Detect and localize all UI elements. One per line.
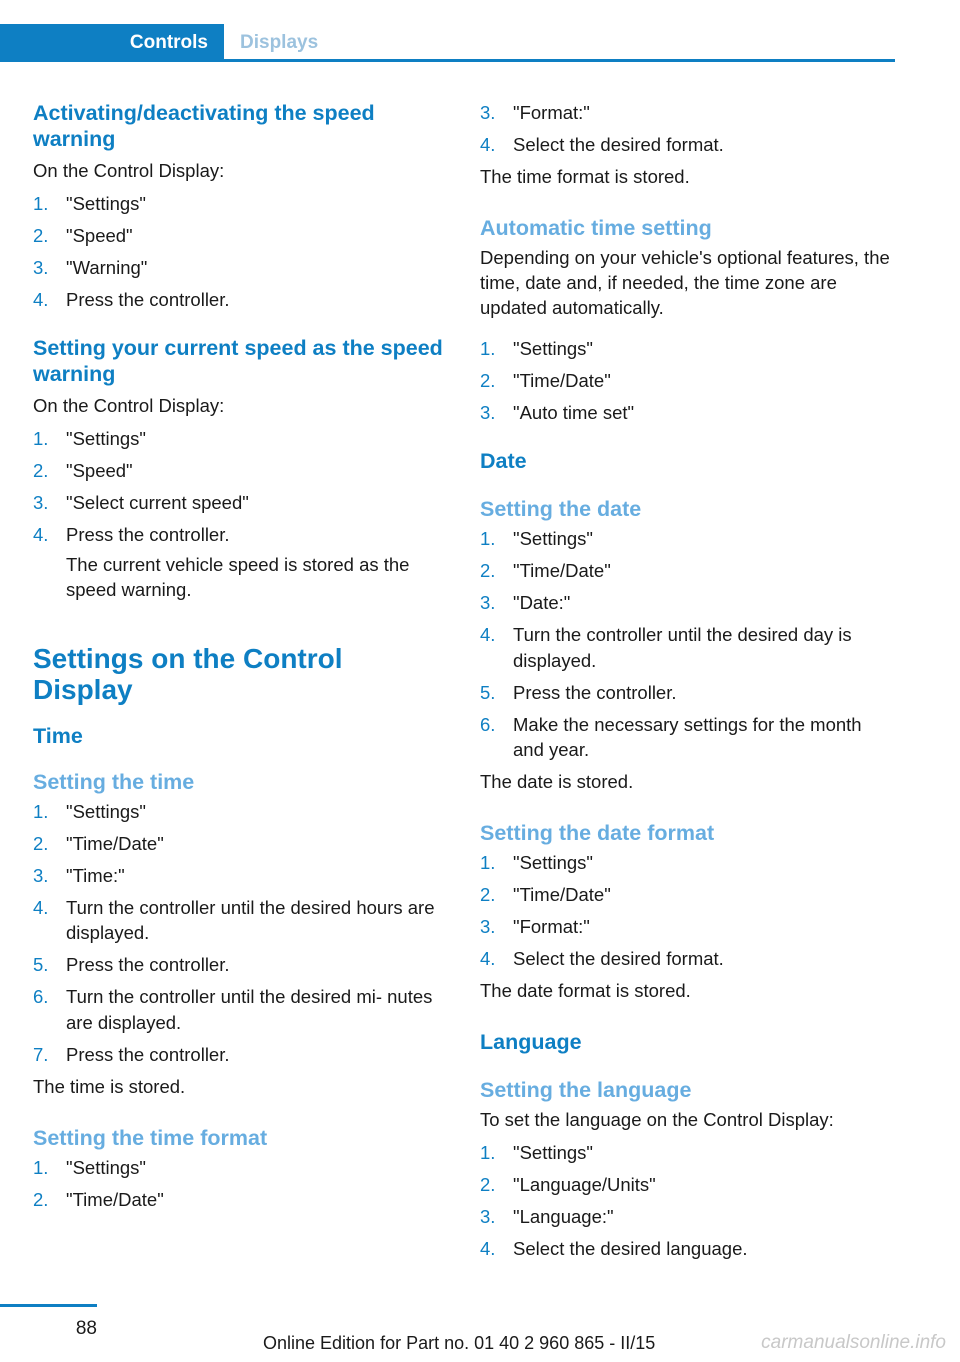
list-item: 1. "Settings" [480, 528, 593, 549]
list-item: 2. "Time/Date" [33, 832, 164, 854]
result-text: The time is stored. [33, 1075, 186, 1097]
result-text: The date is stored. [480, 771, 634, 792]
list-item: 2. "Speed" [33, 460, 133, 481]
tab-controls[interactable]: Controls [0, 24, 224, 62]
list-item: 1. "Settings" [33, 1156, 146, 1178]
list-item: 3. "Format:" [480, 102, 590, 123]
list-item: 3. "Format:" [480, 916, 590, 937]
steps-setting-time [33, 799, 443, 1068]
list-item: 4. Turn the controller until the desired hours are displayed. [33, 896, 435, 943]
auto-intro: Depending on your vehicle's optional features, the time, date and, if needed, the time zone are updated automatically. [480, 247, 890, 318]
list-item: 2. "Time/Date" [480, 560, 611, 581]
list-item: 2. "Speed" [33, 225, 133, 246]
step-note: The current vehicle speed is stored as the speed warning. [66, 553, 410, 600]
steps-time-format [33, 1155, 443, 1213]
heading-time-format: Setting the time format [33, 1125, 268, 1150]
list-item: 1. "Settings" [480, 1142, 593, 1163]
list-item: 1. "Settings" [33, 193, 146, 214]
list-item: 3. "Time:" [33, 864, 125, 886]
list-item: 1. "Settings" [33, 800, 146, 822]
intro-text: On the Control Display: [33, 160, 225, 181]
list-item: 6. Turn the controller until the desired mi‐ nutes are displayed. [33, 986, 433, 1033]
list-item: 3. "Date:" [480, 592, 571, 613]
page-number: 88 [75, 1318, 97, 1339]
watermark: carmanualsonline.info [761, 1332, 946, 1353]
list-item: 1. "Settings" [480, 338, 593, 359]
steps-setting-date [480, 526, 895, 763]
steps-time-format-cont [480, 100, 895, 158]
header-tabbar [0, 24, 895, 62]
list-item: 7. Press the controller. [33, 1043, 230, 1065]
list-item: 3. "Select current speed" [33, 492, 249, 513]
list-item: 5. Press the controller. [33, 954, 230, 975]
heading-speed-warning: Activating/deactivating the speed warning [33, 101, 375, 151]
list-item: 5. Press the controller. [480, 681, 677, 703]
heading-setting-date: Setting the date [480, 497, 642, 521]
list-item: 3. "Auto time set" [480, 402, 635, 423]
list-item: 4. Press the controller. [33, 289, 230, 310]
list-item: 3. "Language:" [480, 1206, 614, 1227]
heading-setting-time: Setting the time [33, 769, 195, 794]
heading-date: Date [480, 449, 527, 473]
list-item: 4. Select the desired format. [480, 948, 724, 969]
list-item: 2. "Time/Date" [480, 884, 611, 905]
list-item: 4. Select the desired language. [480, 1238, 748, 1259]
steps-auto-time [480, 336, 895, 426]
heading-current-speed: Setting your current speed as the speed warning [33, 336, 443, 386]
right-column [480, 100, 895, 1268]
edition-note: Online Edition for Part no. 01 40 2 960 865 - II/15 [263, 1333, 656, 1353]
list-item: 4. Press the controller. [33, 524, 230, 545]
list-item: 1. "Settings" [480, 852, 593, 873]
steps-speed-warning [33, 191, 443, 313]
list-item: 3. "Warning" [33, 257, 148, 278]
list-item: 2. "Time/Date" [480, 370, 611, 391]
list-item: 4. Turn the controller until the desired day is displayed. [480, 624, 852, 671]
list-item: 2. "Language/Units" [480, 1174, 656, 1195]
list-item: 2. "Time/Date" [33, 1188, 164, 1210]
heading-auto-time: Automatic time setting [480, 216, 712, 240]
result-text: The time format is stored. [480, 166, 690, 187]
language-intro: To set the language on the Control Display: [480, 1109, 834, 1130]
heading-language: Language [480, 1030, 582, 1054]
result-text: The date format is stored. [480, 980, 691, 1001]
intro-text: On the Control Display: [33, 395, 225, 416]
list-item: 4. Select the desired format. [480, 134, 724, 155]
header-rule [0, 59, 895, 62]
list-item: 1. "Settings" [33, 428, 146, 449]
steps-date-format [480, 850, 895, 972]
steps-setting-language [480, 1140, 895, 1262]
list-item: 6. Make the necessary settings for the month and year. [480, 713, 862, 760]
heading-time: Time [33, 723, 83, 748]
heading-settings-control-display: Settings on the Control Display [33, 642, 343, 705]
heading-setting-language: Setting the language [480, 1078, 692, 1102]
tab-displays[interactable]: Displays [240, 32, 319, 53]
footer-rule [0, 1304, 97, 1307]
steps-current-speed [33, 426, 443, 548]
left-column [33, 100, 443, 1219]
heading-date-format: Setting the date format [480, 821, 715, 845]
